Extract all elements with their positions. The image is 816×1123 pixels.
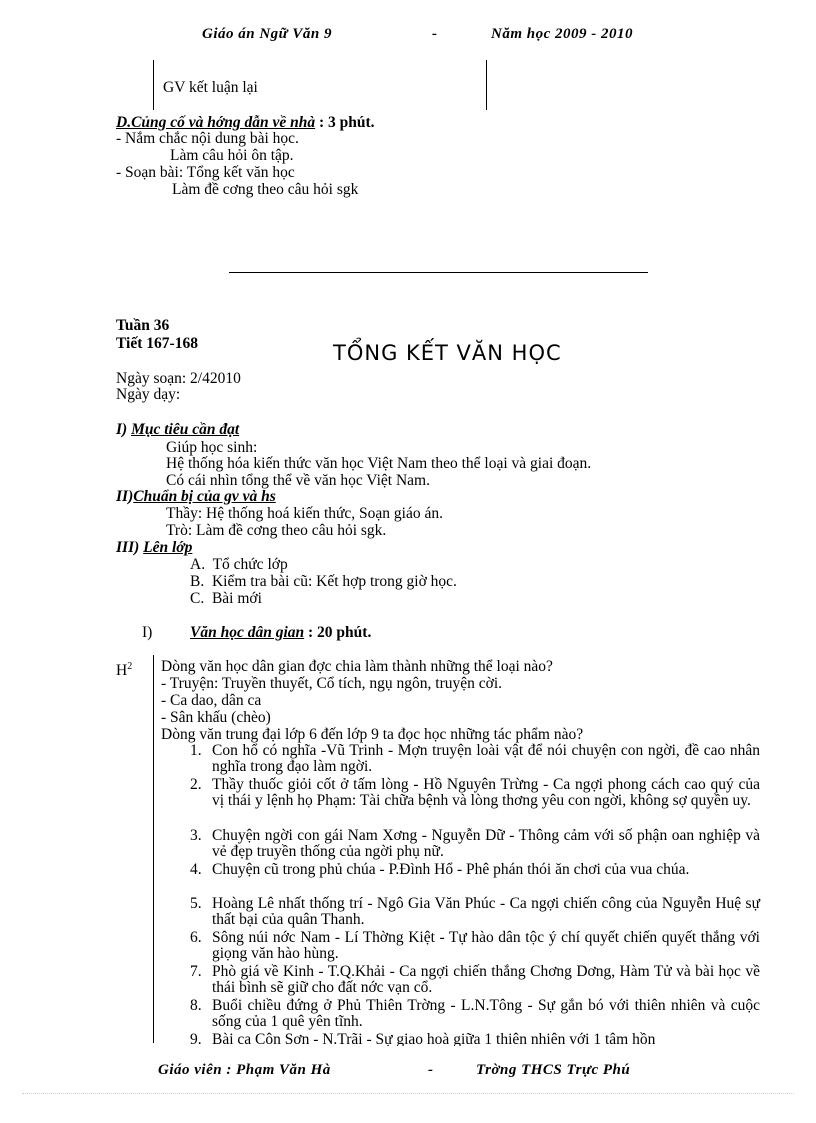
part1-label: I) <box>116 421 128 438</box>
part1-line-2: Hệ thống hóa kiến thức văn học Việt Nam theo thể loại và giai đoạn. <box>166 455 592 472</box>
section-d-time: : 3 phút. <box>315 114 375 131</box>
footer-right: Trờng THCS Trực Phú <box>476 1062 631 1078</box>
section-d-line-4: Làm đề cơng theo câu hỏi sgk <box>172 181 359 198</box>
header-right: Năm học 2009 - 2010 <box>491 26 633 42</box>
work-item-2 <box>190 777 760 808</box>
lesson-period: Tiết 167-168 <box>116 335 198 352</box>
work-item-1 <box>190 743 760 774</box>
section-separator <box>229 272 648 273</box>
part3-item-a-text: Tổ chức lớp <box>212 556 288 573</box>
content-line-5: Dòng văn trung đại lớp 6 đến lớp 9 ta đọc học những tác phẩm nào? <box>161 726 584 743</box>
section-i-heading <box>190 625 371 642</box>
work-text: Hoàng Lê nhất thống trí - Ngô Gia Văn Phúc - Ca ngợi chiến công của Nguyễn Huệ sự thất bại của quân Thanh. <box>212 895 760 928</box>
part3-item-b-text: Kiểm tra bài cũ: Kết hợp trong giờ học. <box>211 573 457 590</box>
part3-item-c-mark: C. <box>190 590 205 607</box>
section-d-line-2: Làm câu hỏi ôn tập. <box>170 147 294 164</box>
work-text: Sông núi nớc Nam - Lí Thờng Kiệt - Tự hào dân tộc ý chí quyết chiến quyết thắng với giọng văn hào hùng. <box>212 929 760 962</box>
section-d-line-1: - Nắm chắc nội dung bài học. <box>116 130 299 147</box>
content-line-1: Dòng văn học dân gian đợc chia làm thành những thể loại nào? <box>161 658 553 675</box>
work-num: 2. <box>190 776 202 793</box>
part3-label: III) <box>116 539 140 556</box>
content-line-3: - Ca dao, dân ca <box>161 692 262 709</box>
work-text: Buổi chiều đứng ở Phủ Thiên Trờng - L.N.Tông - Sự gắn bó với thiên nhiên và cuộc sống của 1 quê yên tĩnh. <box>212 997 760 1030</box>
work-text: Chuyện ngời con gái Nam Xơng - Nguyễn Dữ - Thông cảm với số phận oan nghiệp và vẻ đẹp truyền thống của ngời phụ nữ. <box>212 827 760 860</box>
section-d-title: D.Củng cố và hớng dẫn về nhà <box>116 114 316 131</box>
content-line-2: - Truyện: Truyền thuyết, Cổ tích, ngụ ngôn, truyện cời. <box>161 675 503 692</box>
h2-letter: H <box>116 662 128 680</box>
work-item-4 <box>190 862 760 878</box>
work-item-8 <box>190 998 760 1029</box>
work-num: 8. <box>190 997 202 1014</box>
part2-line-2: Trò: Làm đề cơng theo câu hỏi sgk. <box>166 522 387 539</box>
part1-line-1: Giúp học sinh: <box>166 439 258 456</box>
part1-line-3: Có cái nhìn tổng thể về văn học Việt Nam. <box>166 472 430 489</box>
lesson-teach-date: Ngày dạy: <box>116 386 181 403</box>
footer-dash: - <box>428 1062 434 1078</box>
header-dash: - <box>432 26 438 42</box>
teacher-conclusion: GV kết luận lại <box>163 79 258 96</box>
page-bottom-divider <box>22 1093 794 1094</box>
header-left: Giáo án Ngữ Văn 9 <box>202 26 333 42</box>
lesson-title: TỔNG KẾT VĂN HỌC <box>333 341 562 365</box>
lesson-week: Tuần 36 <box>116 317 170 334</box>
work-num: 1. <box>190 742 202 759</box>
work-text: Con hổ có nghĩa -Vũ Trinh - Mợn truyện loài vật để nói chuyện con ngời, đề cao nhân nghĩa trong đạo làm ngời. <box>212 742 760 775</box>
work-num: 3. <box>190 827 202 844</box>
section-i-time: : 20 phút. <box>304 624 372 641</box>
work-item-6 <box>190 930 760 961</box>
h2-label <box>116 659 132 680</box>
work-item-7 <box>190 964 760 995</box>
work-item-9 <box>190 1032 760 1046</box>
part3-item-a-mark: A. <box>190 556 206 573</box>
work-num: 5. <box>190 895 202 912</box>
part2-heading <box>116 489 276 506</box>
table-border-left <box>153 60 154 110</box>
section-i-label: I) <box>142 624 153 641</box>
work-item-3 <box>190 828 760 859</box>
content-border-left <box>153 655 154 1043</box>
lesson-prep-date: Ngày soạn: 2/42010 <box>116 370 241 387</box>
part3-title: Lên lớp <box>143 539 193 556</box>
work-num: 6. <box>190 929 202 946</box>
work-text: Phò giá về Kinh - T.Q.Khải - Ca ngợi chiến thắng Chơng Dơng, Hàm Tử và bài học về thái bình sẽ giữ cho đất nớc vạn cổ. <box>212 963 760 996</box>
work-num: 9. <box>190 1032 202 1046</box>
part2-title: Chuẩn bị của gv và hs <box>133 488 276 505</box>
part3-item-b-mark: B. <box>190 573 205 590</box>
section-d-line-3: - Soạn bài: Tổng kết văn học <box>116 164 295 181</box>
part1-title: Mục tiêu cần đạt <box>131 421 240 438</box>
table-border-right <box>486 60 487 110</box>
part3-item-c <box>190 591 262 608</box>
work-item-5 <box>190 896 760 927</box>
h2-sup: 2 <box>127 661 133 672</box>
section-i-title: Văn học dân gian <box>190 624 305 641</box>
part3-item-c-text: Bài mới <box>211 590 262 607</box>
work-text: Bài ca Côn Sơn - N.Trãi - Sự giao hoà giữa 1 thiên nhiên với 1 tâm hồn <box>212 1032 656 1046</box>
work-num: 7. <box>190 963 202 980</box>
part2-line-1: Thầy: Hệ thống hoá kiến thức, Soạn giáo án. <box>166 505 444 522</box>
work-text: Thầy thuốc giỏi cốt ở tấm lòng - Hồ Nguyên Trừng - Ca ngợi phong cách cao quý của vị thái y lệnh họ Phạm: Tài chữa bệnh và lòng thơng yêu con ngời, không sợ quyền uy. <box>212 776 760 809</box>
part3-item-a <box>190 557 288 574</box>
part3-heading <box>116 540 192 557</box>
content-line-4: - Sân khấu (chèo) <box>161 709 271 726</box>
part3-item-b <box>190 574 457 591</box>
part1-heading <box>116 422 239 439</box>
work-num: 4. <box>190 861 202 878</box>
work-text: Chuyện cũ trong phủ chúa - P.Đình Hổ - Phê phán thói ăn chơi của vua chúa. <box>212 861 690 878</box>
footer-left: Giáo viên : Phạm Văn Hà <box>158 1062 331 1078</box>
part2-label: II) <box>116 488 134 505</box>
